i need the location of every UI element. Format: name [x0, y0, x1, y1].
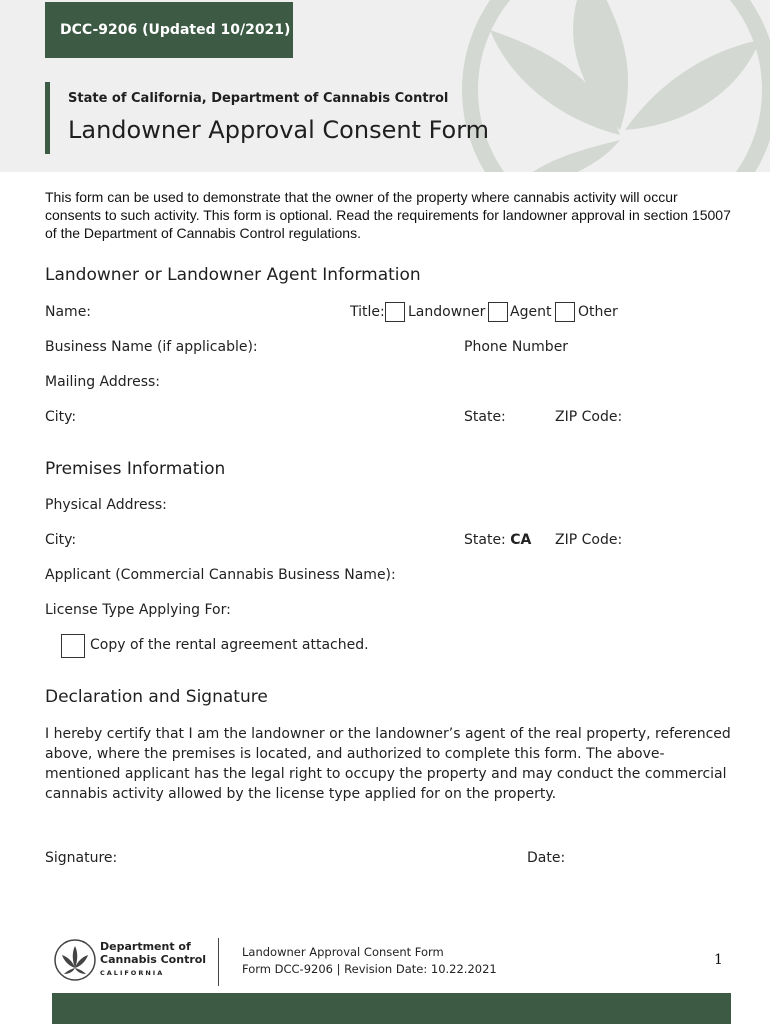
physical-address-label: Physical Address:: [45, 497, 167, 513]
landowner-option-label: Landowner: [408, 304, 486, 320]
landowner-checkbox[interactable]: [385, 302, 405, 322]
premises-section-heading: Premises Information: [45, 459, 226, 479]
landowner-state-label: State:: [464, 409, 506, 425]
name-label: Name:: [45, 304, 92, 320]
mailing-address-label: Mailing Address:: [45, 374, 161, 390]
rental-agreement-checkbox[interactable]: [61, 634, 85, 658]
applicant-label: Applicant (Commercial Cannabis Business Name):: [45, 567, 396, 583]
logo-line-1: Department of: [100, 940, 191, 953]
license-type-label: License Type Applying For:: [45, 602, 231, 618]
landowner-city-label: City:: [45, 409, 77, 425]
intro-paragraph: This form can be used to demonstrate that the owner of the property where cannabis activity will occur consents to such activity. This form is optional. Read the requirements for landowner approval in section 15007 of the Department of Cannabis Control regulations.: [45, 189, 731, 241]
premises-city-label: City:: [45, 532, 77, 548]
agency-name: State of California, Department of Cannabis Control: [68, 91, 449, 106]
other-option-label: Other: [578, 304, 618, 320]
phone-label: Phone Number: [464, 339, 569, 355]
logo-wordmark: [100, 940, 206, 966]
logo-line-3: CALIFORNIA: [100, 969, 165, 977]
dcc-logo-icon: [53, 938, 97, 982]
rental-agreement-label: Copy of the rental agreement attached.: [90, 637, 369, 653]
premises-state-value: CA: [510, 532, 532, 548]
business-name-label: Business Name (if applicable):: [45, 339, 258, 355]
declaration-text: I hereby certify that I am the landowner or the landowner’s agent of the real property, referenced above, where the premises is located, and authorized to complete this form. The above-mentioned applicant has the legal right to occupy the property and may conduct the commercial cannabis activity allowed by the license type applied for on the property.: [45, 726, 731, 802]
footer-band: [52, 993, 731, 1024]
premises-state-label: State:: [464, 532, 506, 548]
footer-divider: [218, 938, 219, 986]
form-code-badge: DCC-9206 (Updated 10/2021): [45, 2, 293, 58]
agent-checkbox[interactable]: [488, 302, 508, 322]
footer-form-revision: Form DCC-9206 | Revision Date: 10.22.2021: [242, 962, 497, 976]
premises-state-field: [464, 532, 531, 548]
signature-label: Signature:: [45, 850, 118, 866]
other-checkbox[interactable]: [555, 302, 575, 322]
landowner-section-heading: Landowner or Landowner Agent Information: [45, 265, 421, 285]
header-band: [0, 0, 770, 172]
date-label: Date:: [527, 850, 566, 866]
title-label: Title:: [350, 304, 385, 320]
landowner-zip-label: ZIP Code:: [555, 409, 623, 425]
page-number: 1: [714, 952, 723, 968]
cannabis-leaf-watermark-icon: [420, 0, 770, 172]
agent-option-label: Agent: [510, 304, 552, 320]
declaration-section-heading: Declaration and Signature: [45, 687, 268, 707]
footer-form-name: Landowner Approval Consent Form: [242, 945, 444, 959]
title-accent-bar: [45, 82, 50, 154]
logo-line-2: Cannabis Control: [100, 953, 207, 966]
premises-zip-label: ZIP Code:: [555, 532, 623, 548]
page-title: Landowner Approval Consent Form: [68, 116, 490, 144]
